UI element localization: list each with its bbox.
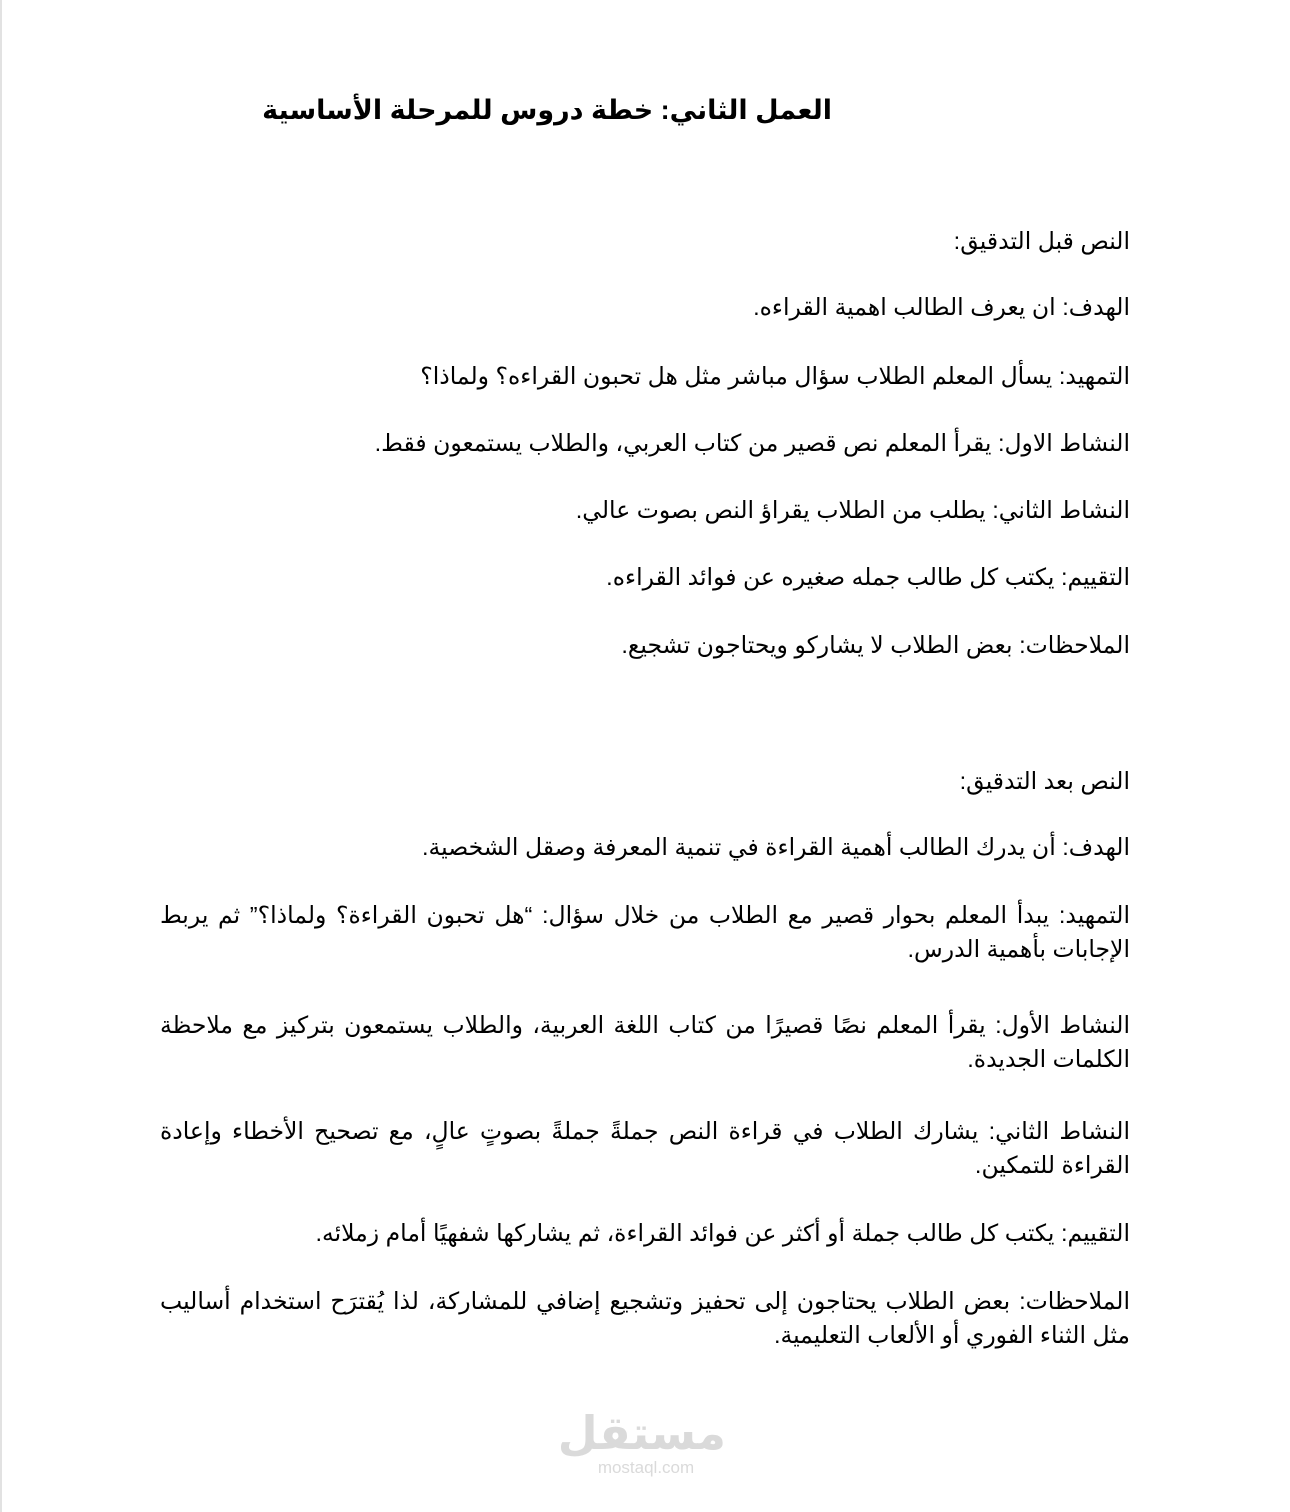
after-notes: الملاحظات: بعض الطلاب يحتاجون إلى تحفيز وتشجيع إضافي للمشاركة، لذا يُقترَح استخدام أساليب مثل الثناء الفوري أو الألعاب التعليمية. xyxy=(160,1288,1130,1348)
before-notes: الملاحظات: بعض الطلاب لا يشاركو ويحتاجون تشجيع. xyxy=(621,632,1130,658)
after-activity-2: النشاط الثاني: يشارك الطلاب في قراءة النص جملةً جملةً بصوتٍ عالٍ، مع تصحيح الأخطاء وإعادة القراءة للتمكين. xyxy=(160,1118,1130,1178)
before-activity-1: النشاط الاول: يقرأ المعلم نص قصير من كتاب العربي، والطلاب يستمعون فقط. xyxy=(374,430,1130,456)
after-goal: الهدف: أن يدرك الطالب أهمية القراءة في تنمية المعرفة وصقل الشخصية. xyxy=(422,834,1130,860)
watermark-url: mostaql.com xyxy=(597,1458,695,1477)
after-assessment: التقييم: يكتب كل طالب جملة أو أكثر عن فوائد القراءة، ثم يشاركها شفهيًا أمام زملائه. xyxy=(315,1220,1130,1246)
before-activity-2: النشاط الثاني: يطلب من الطلاب يقراؤ النص بصوت عالي. xyxy=(575,497,1130,523)
document-title: العمل الثاني: خطة دروس للمرحلة الأساسية xyxy=(262,95,832,125)
document-page xyxy=(160,0,1130,1512)
page-edge xyxy=(0,0,2,1512)
before-assessment: التقييم: يكتب كل طالب جمله صغيره عن فوائد القراءه. xyxy=(606,564,1130,590)
before-goal: الهدف: ان يعرف الطالب اهمية القراءه. xyxy=(753,294,1130,320)
after-heading: النص بعد التدقيق: xyxy=(959,768,1130,794)
mostaql-watermark xyxy=(557,1407,726,1478)
before-heading: النص قبل التدقيق: xyxy=(953,228,1130,254)
watermark-logo: مستقل xyxy=(557,1407,726,1459)
after-intro: التمهيد: يبدأ المعلم بحوار قصير مع الطلاب من خلال سؤال: “هل تحبون القراءة؟ ولماذا؟” ثم يربط الإجابات بأهمية الدرس. xyxy=(160,902,1130,962)
before-intro: التمهيد: يسأل المعلم الطلاب سؤال مباشر مثل هل تحبون القراءه؟ ولماذا؟ xyxy=(420,363,1130,389)
after-activity-1: النشاط الأول: يقرأ المعلم نصًا قصيرًا من كتاب اللغة العربية، والطلاب يستمعون بتركيز مع ملاحظة الكلمات الجديدة. xyxy=(160,1012,1130,1072)
